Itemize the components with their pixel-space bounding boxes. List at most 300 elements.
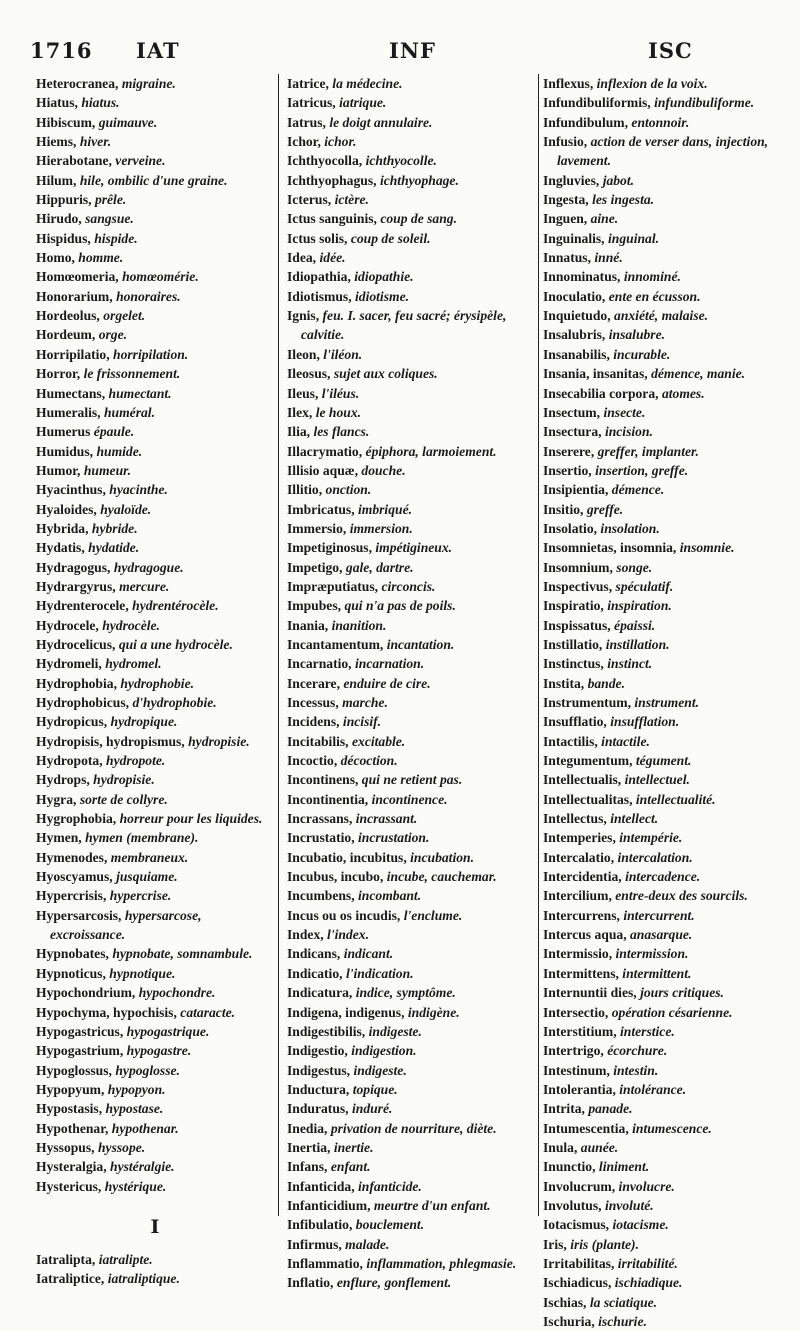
entry-term: Ischias, (543, 1294, 587, 1310)
dictionary-entry (543, 500, 799, 519)
dictionary-entry (36, 1099, 274, 1118)
entry-definition: involuté. (604, 1197, 654, 1213)
entry-definition: la médecine. (332, 76, 403, 91)
dictionary-entry (287, 267, 539, 286)
entry-definition: hypogastre. (126, 1043, 192, 1059)
entry-term: Infundibulum, (543, 114, 629, 130)
entry-definition: hyacinthe. (109, 482, 168, 498)
dictionary-entry (36, 287, 274, 306)
entry-term: Horripilatio, (36, 346, 110, 362)
dictionary-entry (543, 345, 799, 364)
entry-definition: honoraires. (116, 288, 181, 304)
dictionary-entry (287, 616, 539, 635)
entry-definition: incubation. (410, 849, 474, 865)
dictionary-entry (543, 461, 799, 480)
dictionary-entry (36, 345, 274, 364)
entry-term: Index, (287, 927, 324, 943)
entry-term: Hordeum, (36, 327, 96, 343)
dictionary-entry (36, 364, 274, 383)
dictionary-entry (543, 867, 799, 886)
dictionary-entry (287, 461, 539, 480)
dictionary-entry (36, 132, 274, 151)
entry-list (36, 74, 274, 1196)
dictionary-entry (543, 1177, 799, 1196)
dictionary-entry (543, 248, 799, 267)
entry-definition: impétigineux. (375, 540, 453, 556)
entry-term: Instrumentum, (543, 695, 631, 710)
entry-definition: bouclement. (355, 1217, 425, 1233)
entry-term: Ictus sanguinis, (287, 211, 377, 227)
entry-term: Indigestio, (287, 1043, 348, 1059)
entry-term: Intemperies, (543, 830, 616, 846)
entry-definition: insertion, greffe. (595, 462, 689, 478)
entry-definition: aunée. (580, 1139, 619, 1155)
dictionary-entry (36, 635, 274, 654)
entry-definition: ichthyophage. (379, 172, 459, 188)
entry-definition: idiotisme. (355, 288, 409, 304)
dictionary-entry (36, 1269, 274, 1288)
dictionary-entry (543, 1080, 799, 1099)
dictionary-entry (287, 132, 539, 151)
entry-term: Humerus (36, 424, 91, 440)
dictionary-entry (543, 596, 799, 615)
entry-definition: hypersarcose, excroissance. (50, 907, 202, 943)
entry-definition: écorchure. (607, 1043, 668, 1059)
dictionary-entry (287, 403, 539, 422)
entry-definition: intellectualité. (635, 791, 716, 807)
entry-definition: incrassant. (355, 811, 418, 827)
entry-definition: indice, symptôme. (355, 985, 456, 1001)
entry-definition: inanition. (331, 617, 387, 633)
entry-definition: anasarque. (630, 927, 693, 943)
dictionary-entry (36, 306, 274, 325)
entry-definition: spéculatif. (615, 578, 674, 594)
entry-definition: intellectuel. (624, 772, 690, 788)
entry-term: Incus ou os incudis, (287, 907, 401, 923)
entry-definition: hypnotique. (109, 965, 176, 981)
entry-definition: les flancs. (313, 424, 370, 440)
entry-term: Insufflatio, (543, 714, 607, 730)
dictionary-entry (287, 983, 539, 1002)
dictionary-entry (543, 983, 799, 1002)
entry-term: Hibiscum, (36, 114, 96, 130)
entry-definition: membraneux. (110, 849, 189, 865)
dictionary-entry (36, 751, 274, 770)
entry-term: Incumbens, (287, 888, 355, 904)
entry-term: Hydatis, (36, 540, 85, 556)
dictionary-entry (287, 848, 539, 867)
entry-definition: greffer, implanter. (597, 443, 699, 459)
center-guide-word: INF (389, 38, 436, 63)
dictionary-entry (287, 93, 539, 112)
entry-definition: idée. (319, 250, 346, 266)
entry-term: Intercalatio, (543, 849, 615, 865)
entry-term: Inserere, (543, 443, 595, 459)
entry-definition: sujet aux coliques. (333, 366, 438, 382)
entry-term: Iris, (543, 1236, 567, 1252)
entry-term: Hyacinthus, (36, 482, 106, 498)
page-number: 1716 (30, 38, 93, 63)
entry-definition: hydatide. (88, 540, 140, 556)
entry-term: Indigestibilis, (287, 1023, 366, 1039)
entry-term: Hydrophobia, (36, 675, 117, 691)
entry-term: Insitio, (543, 501, 584, 517)
dictionary-entry (287, 229, 539, 248)
entry-term: Idiopathia, (287, 269, 351, 285)
entry-definition: intumescence. (632, 1120, 712, 1136)
entry-term: Incrustatio, (287, 830, 355, 846)
entry-definition: onction. (325, 482, 372, 498)
entry-term: Heterocranea, (36, 76, 119, 91)
entry-definition: douche. (361, 462, 406, 478)
dictionary-entry (543, 422, 799, 441)
dictionary-entry (287, 654, 539, 673)
entry-term: Hordeolus, (36, 308, 100, 324)
entry-definition: hybride. (91, 520, 138, 536)
entry-definition: bande. (587, 675, 625, 691)
entry-definition: iatrique. (339, 95, 387, 111)
entry-definition: hypercrise. (109, 888, 172, 904)
entry-term: Insania, insanitas, (543, 366, 648, 382)
entry-definition: hypoglosse. (115, 1062, 180, 1078)
entry-term: Inertia, (287, 1139, 331, 1155)
entry-definition: les ingesta. (592, 192, 655, 208)
dictionary-entry (36, 1041, 274, 1060)
entry-definition: atomes. (661, 385, 705, 401)
entry-definition: malade. (345, 1236, 390, 1252)
dictionary-entry (287, 384, 539, 403)
entry-term: Instillatio, (543, 636, 603, 652)
entry-definition: hypothenar. (111, 1120, 179, 1136)
dictionary-entry (287, 1041, 539, 1060)
entry-term: Intercus aqua, (543, 927, 627, 943)
entry-term: Inoculatio, (543, 288, 606, 304)
entry-term: Ingesta, (543, 192, 589, 208)
dictionary-entry (543, 442, 799, 461)
entry-definition: orgelet. (103, 308, 146, 324)
entry-term: Infirmus, (287, 1236, 342, 1252)
dictionary-entry (287, 1235, 539, 1254)
entry-term: Intellectualis, (543, 772, 622, 788)
entry-definition: liniment. (598, 1159, 650, 1175)
entry-definition: qui ne retient pas. (361, 772, 463, 788)
dictionary-entry (287, 790, 539, 809)
entry-term: Hippuris, (36, 192, 92, 208)
dictionary-entry (287, 1099, 539, 1118)
entry-definition: ente en écusson. (608, 288, 701, 304)
entry-term: Hygrophobia, (36, 811, 117, 827)
entry-term: Hypopyum, (36, 1081, 105, 1097)
entry-definition: incisif. (342, 714, 382, 730)
entry-definition: prêle. (94, 192, 127, 208)
dictionary-entry (36, 944, 274, 963)
entry-term: Involucrum, (543, 1178, 616, 1194)
dictionary-entry (287, 867, 539, 886)
entry-term: Innominatus, (543, 269, 621, 285)
entry-term: Ileus, (287, 385, 319, 401)
dictionary-entry (36, 1119, 274, 1138)
entry-definition: incurable. (613, 346, 671, 362)
entry-term: Hystericus, (36, 1178, 102, 1194)
entry-term: Indigestus, (287, 1062, 351, 1078)
dictionary-entry (287, 151, 539, 170)
entry-term: Insertio, (543, 462, 592, 478)
entry-term: Induratus, (287, 1101, 349, 1117)
entry-term: Hymenodes, (36, 849, 108, 865)
dictionary-entry (36, 1177, 274, 1196)
entry-definition: humeur. (83, 462, 132, 478)
entry-definition: ischiadique. (614, 1275, 683, 1291)
dictionary-entry (543, 751, 799, 770)
entry-term: Inguen, (543, 211, 588, 227)
entry-term: Inguinalis, (543, 230, 605, 246)
entry-term: Illisio aquæ, (287, 462, 359, 478)
entry-term: Hypogastrium, (36, 1043, 124, 1059)
entry-definition: incantation. (386, 636, 455, 652)
entry-term: Intolerantia, (543, 1081, 616, 1097)
entry-term: Hirudo, (36, 211, 82, 227)
entry-definition: incrustation. (358, 830, 430, 846)
dictionary-entry (543, 267, 799, 286)
dictionary-entry (36, 983, 274, 1002)
entry-term: Ignis, (287, 308, 320, 324)
entry-term: Hydropota, (36, 753, 103, 769)
entry-definition: horripilation. (113, 346, 189, 362)
entry-definition: indicant. (343, 946, 394, 962)
entry-definition: hymen (membrane). (85, 830, 199, 846)
entry-term: Humidus, (36, 443, 94, 459)
entry-term: Inula, (543, 1139, 578, 1155)
entry-definition: migraine. (121, 76, 176, 91)
entry-term: Ileosus, (287, 366, 331, 382)
entry-term: Insectum, (543, 404, 601, 420)
entry-definition: horreur pour les liquides. (119, 811, 263, 827)
entry-definition: intempérie. (619, 830, 683, 846)
entry-term: Infibulatio, (287, 1217, 353, 1233)
entry-definition: l'indication. (345, 965, 414, 981)
entry-term: Incubatio, incubitus, (287, 849, 407, 865)
dictionary-entry (36, 384, 274, 403)
dictionary-entry (287, 113, 539, 132)
entry-definition: marche. (342, 695, 388, 710)
dictionary-entry (543, 1196, 799, 1215)
entry-term: Infanticida, (287, 1178, 355, 1194)
dictionary-entry (543, 132, 799, 171)
dictionary-entry (36, 693, 274, 712)
entry-term: Ischiadicus, (543, 1275, 612, 1291)
dictionary-entry (543, 384, 799, 403)
entry-definition: verveine. (115, 153, 166, 169)
entry-term: Hispidus, (36, 230, 91, 246)
dictionary-entry (36, 229, 274, 248)
entry-definition: intermittent. (622, 965, 692, 981)
entry-definition: circoncis. (381, 578, 436, 594)
entry-definition: innominé. (623, 269, 681, 285)
entry-term: Intellectualitas, (543, 791, 633, 807)
dictionary-entry (287, 1003, 539, 1022)
entry-definition: hypnobate, somnambule. (112, 946, 253, 962)
dictionary-entry (36, 828, 274, 847)
entry-definition: intercurrent. (623, 907, 695, 923)
entry-term: Iatraliptice, (36, 1271, 105, 1287)
entry-term: Incrassans, (287, 811, 353, 827)
entry-term: Hybrida, (36, 520, 89, 536)
entry-definition: le frissonnement. (83, 366, 181, 382)
entry-term: Honorarium, (36, 288, 113, 304)
entry-definition: ichthyocolle. (365, 153, 437, 169)
dictionary-entry (543, 1099, 799, 1118)
entry-definition: topique. (352, 1081, 398, 1097)
entry-term: Irritabilitas, (543, 1255, 615, 1271)
entry-term: Ilia, (287, 424, 311, 440)
left-guide-word: IAT (136, 38, 180, 63)
entry-definition: anxiété, malaise. (614, 308, 709, 324)
entry-term: Infans, (287, 1159, 328, 1175)
dictionary-entry (36, 558, 274, 577)
dictionary-entry (287, 1254, 539, 1273)
entry-term: Ischuria, (543, 1314, 595, 1329)
entry-term: Horror, (36, 366, 81, 382)
dictionary-entry (543, 93, 799, 112)
entry-term: Homo, (36, 250, 75, 266)
dictionary-entry (287, 1196, 539, 1215)
entry-term: Hypnobates, (36, 946, 109, 962)
entry-term: Integumentum, (543, 753, 633, 769)
entry-term: Hydropisis, hydropismus, (36, 733, 185, 749)
entry-definition: ichor. (324, 134, 357, 150)
dictionary-entry (543, 1235, 799, 1254)
dictionary-entry (287, 693, 539, 712)
entry-term: Hysteralgia, (36, 1159, 107, 1175)
entry-term: Incontinens, (287, 772, 359, 788)
entry-definition: iatralipte. (98, 1251, 153, 1267)
entry-definition: coup de soleil. (350, 230, 431, 246)
dictionary-entry (287, 944, 539, 963)
entry-term: Hyssopus, (36, 1139, 95, 1155)
entry-definition: épaissi. (614, 617, 656, 633)
dictionary-entry (36, 906, 274, 945)
entry-term: Inunctio, (543, 1159, 596, 1175)
dictionary-entry (36, 74, 274, 93)
entry-definition: indigène. (407, 1004, 460, 1020)
dictionary-entry (287, 1080, 539, 1099)
dictionary-entry (36, 480, 274, 499)
entry-definition: infanticide. (358, 1178, 422, 1194)
entry-definition: hyaloïde. (100, 501, 152, 517)
entry-term: Intertrigo, (543, 1043, 604, 1059)
dictionary-entry (543, 828, 799, 847)
dictionary-entry (543, 1022, 799, 1041)
entry-term: Inedia, (287, 1120, 328, 1136)
entry-term: Incarnatio, (287, 656, 352, 672)
entry-definition: insalubre. (608, 327, 666, 343)
entry-term: Iatricus, (287, 95, 336, 111)
entry-definition: hypopyon. (107, 1081, 166, 1097)
entry-term: Inspectivus, (543, 578, 613, 594)
dictionary-entry (36, 654, 274, 673)
dictionary-entry (36, 422, 274, 441)
dictionary-entry (36, 1080, 274, 1099)
dictionary-entry (543, 1061, 799, 1080)
dictionary-entry (287, 732, 539, 751)
dictionary-entry (543, 1215, 799, 1234)
entry-definition: incontinence. (371, 791, 448, 807)
dictionary-entry (287, 1177, 539, 1196)
dictionary-entry (287, 422, 539, 441)
entry-definition: hyssope. (97, 1139, 146, 1155)
entry-term: Innatus, (543, 250, 591, 266)
entry-term: Intersectio, (543, 1004, 609, 1020)
entry-term: Incessus, (287, 695, 339, 710)
dictionary-entry (543, 944, 799, 963)
entry-definition: inné. (594, 250, 623, 266)
entry-definition: feu. I. sacer, feu sacré; érysipèle, calvitie. (301, 308, 507, 343)
entry-term: Involutus, (543, 1197, 602, 1213)
entry-term: Hydropicus, (36, 714, 108, 730)
dictionary-entry (287, 287, 539, 306)
entry-definition: cataracte. (180, 1004, 236, 1020)
dictionary-entry (36, 577, 274, 596)
entry-list (287, 74, 539, 1293)
entry-term: Hygra, (36, 791, 77, 807)
dictionary-entry (36, 171, 274, 190)
entry-definition: hydropote. (106, 753, 166, 769)
entry-term: Illitio, (287, 482, 323, 498)
dictionary-entry (36, 403, 274, 422)
entry-term: Inflatio, (287, 1275, 334, 1291)
entry-definition: instinct. (607, 656, 653, 672)
dictionary-entry (287, 577, 539, 596)
entry-term: Intercurrens, (543, 907, 620, 923)
entry-term: Infanticidium, (287, 1197, 371, 1213)
entry-term: Ileon, (287, 346, 320, 362)
dictionary-entry (543, 1041, 799, 1060)
dictionary-entry (543, 1293, 799, 1312)
entry-term: Hypostasis, (36, 1101, 103, 1117)
entry-definition: privation de nourriture, diète. (330, 1120, 497, 1136)
entry-definition: démence. (611, 482, 665, 498)
entry-definition: induré. (351, 1101, 393, 1117)
left-column (36, 74, 274, 1289)
entry-term: Insecabilia corpora, (543, 385, 659, 401)
entry-term: Hypersarcosis, (36, 907, 122, 923)
dictionary-entry (287, 596, 539, 615)
dictionary-entry (543, 519, 799, 538)
entry-definition: panade. (588, 1101, 633, 1117)
dictionary-entry (36, 1022, 274, 1041)
entry-term: Indigena, indigenus, (287, 1004, 405, 1020)
dictionary-entry (543, 1138, 799, 1157)
entry-definition: sangsue. (85, 211, 134, 227)
entry-term: Homœomeria, (36, 269, 119, 285)
entry-term: Insanabilis, (543, 346, 610, 362)
dictionary-entry (36, 848, 274, 867)
entry-definition: irritabilité. (617, 1255, 678, 1271)
dictionary-entry (36, 267, 274, 286)
entry-term: Intrita, (543, 1101, 585, 1117)
entry-term: Impubes, (287, 598, 342, 614)
dictionary-entry (287, 886, 539, 905)
column-divider (278, 74, 279, 1216)
entry-definition: action de verser dans, injection, lavement. (557, 134, 769, 169)
entry-definition: enflure, gonflement. (336, 1275, 452, 1291)
entry-term: Incitabilis, (287, 733, 349, 749)
entry-term: Hyoscyamus, (36, 869, 113, 885)
dictionary-entry (36, 867, 274, 886)
dictionary-entry (543, 906, 799, 925)
dictionary-entry (36, 325, 274, 344)
dictionary-entry (543, 325, 799, 344)
